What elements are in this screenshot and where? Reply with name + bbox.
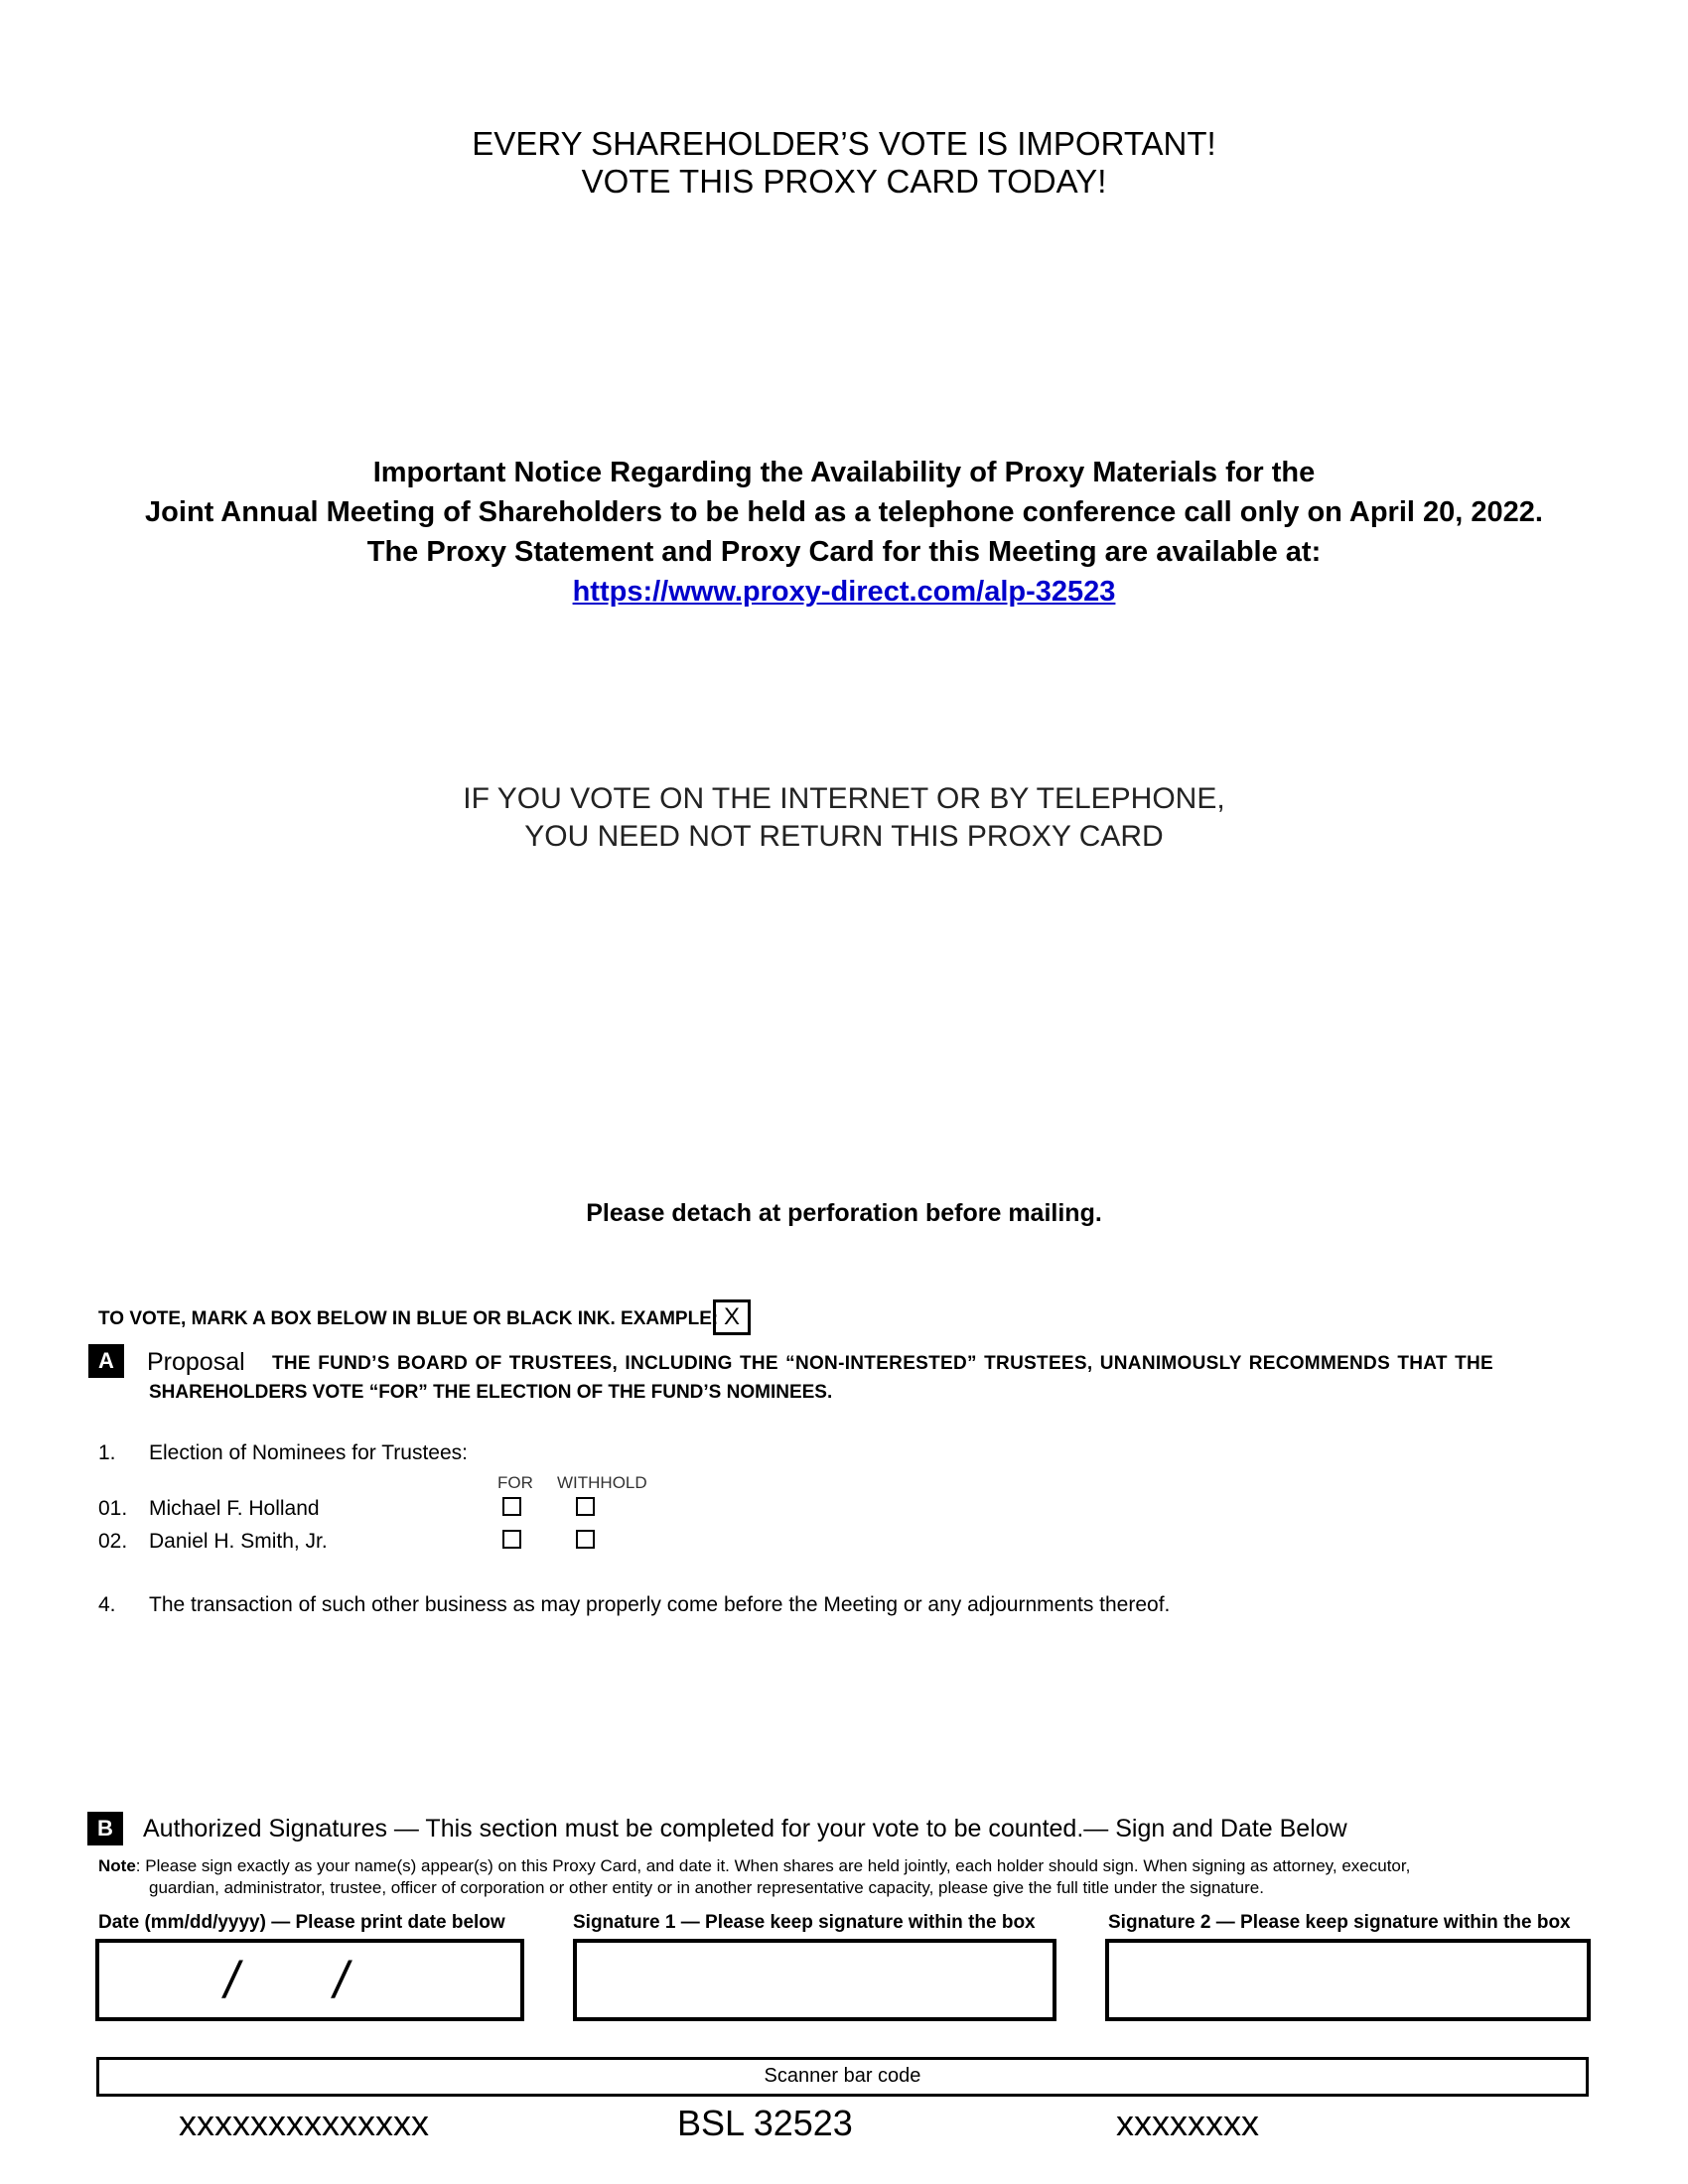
note-label: Note [98,1856,136,1875]
detach-instruction: Please detach at perforation before mailing. [586,1199,1102,1227]
signature-2-field[interactable] [1105,1939,1591,2021]
notice-line-2: Joint Annual Meeting of Shareholders to be held as a telephone conference call only on April 20, 2022. [145,496,1543,528]
column-for-label: FOR [497,1473,533,1492]
note-text-line-1: : Please sign exactly as your name(s) appear(s) on this Proxy Card, and date it. When shares are held jointly, each holder should sign. When signing as attorney, executor, [135,1856,1411,1875]
section-b-note-line-1 [98,1856,1588,1876]
notice-line-3: The Proxy Statement and Proxy Card for this Meeting are available at: [366,536,1322,568]
vote-instructions: TO VOTE, MARK A BOX BELOW IN BLUE OR BLACK INK. EXAMPLE: [98,1308,719,1329]
section-a-recommendation-line-1: THE FUND’S BOARD OF TRUSTEES, INCLUDING THE “NON-INTERESTED” TRUSTEES, UNANIMOUSLY RECOMMENDS THAT THE [272,1353,1493,1374]
notice-link-row [0,572,1688,612]
header-line-1: EVERY SHAREHOLDER’S VOTE IS IMPORTANT! [472,125,1216,162]
header-line-2: VOTE THIS PROXY CARD TODAY! [581,163,1107,200]
item-1-text: Election of Nominees for Trustees: [149,1441,468,1464]
proxy-materials-link[interactable]: https://www.proxy-direct.com/alp-32523 [572,576,1116,608]
section-a-title: Proposal [147,1348,245,1376]
date-slash-2: / [334,1952,349,2009]
item-1-number: 1. [98,1441,116,1464]
column-withhold-label: WITHHOLD [557,1473,647,1492]
date-field[interactable] [95,1939,524,2021]
item-4-number: 4. [98,1593,116,1616]
section-b-badge: B [87,1812,123,1845]
item-4-text: The transaction of such other business as may properly come before the Meeting or any adjournments thereof. [149,1593,1171,1616]
nominee-2-withhold-checkbox[interactable] [576,1530,595,1549]
internet-notice-line-1: IF YOU VOTE ON THE INTERNET OR BY TELEPHONE, [463,782,1225,815]
nominee-1-name: Michael F. Holland [149,1497,320,1520]
scanner-barcode-box [96,2057,1589,2097]
section-a-badge: A [88,1344,124,1378]
section-a-recommendation-line-2: SHAREHOLDERS VOTE “FOR” THE ELECTION OF THE FUND’S NOMINEES. [149,1382,833,1403]
nominee-2-for-checkbox[interactable] [502,1530,521,1549]
nominee-1-for-checkbox[interactable] [502,1497,521,1516]
section-b-title: Authorized Signatures — This section must be completed for your vote to be counted.— Sign and Date Below [143,1815,1347,1843]
scanner-barcode-label: Scanner bar code [764,2065,921,2087]
signature-1-field[interactable] [573,1939,1056,2021]
nominee-2-number: 02. [98,1530,128,1553]
nominee-2-name: Daniel H. Smith, Jr. [149,1530,328,1553]
signature-1-label: Signature 1 — Please keep signature within the box [573,1912,1036,1933]
date-label: Date (mm/dd/yyyy) — Please print date below [98,1912,505,1933]
notice-line-1: Important Notice Regarding the Availability of Proxy Materials for the [372,457,1316,488]
nominee-1-number: 01. [98,1497,128,1520]
barcode-code-center: BSL 32523 [677,2103,853,2143]
section-b-note-line-2: guardian, administrator, trustee, officer of corporation or other entity or in another representative capacity, please give the full title under the signature. [149,1878,1264,1897]
nominee-1-withhold-checkbox[interactable] [576,1497,595,1516]
example-mark-box: X [713,1299,751,1335]
barcode-code-right: xxxxxxxx [1116,2103,1259,2143]
internet-notice-line-2: YOU NEED NOT RETURN THIS PROXY CARD [524,820,1164,853]
signature-2-label: Signature 2 — Please keep signature within the box [1108,1912,1571,1933]
barcode-code-left: xxxxxxxxxxxxxx [179,2103,429,2143]
date-slash-1: / [224,1952,239,2009]
